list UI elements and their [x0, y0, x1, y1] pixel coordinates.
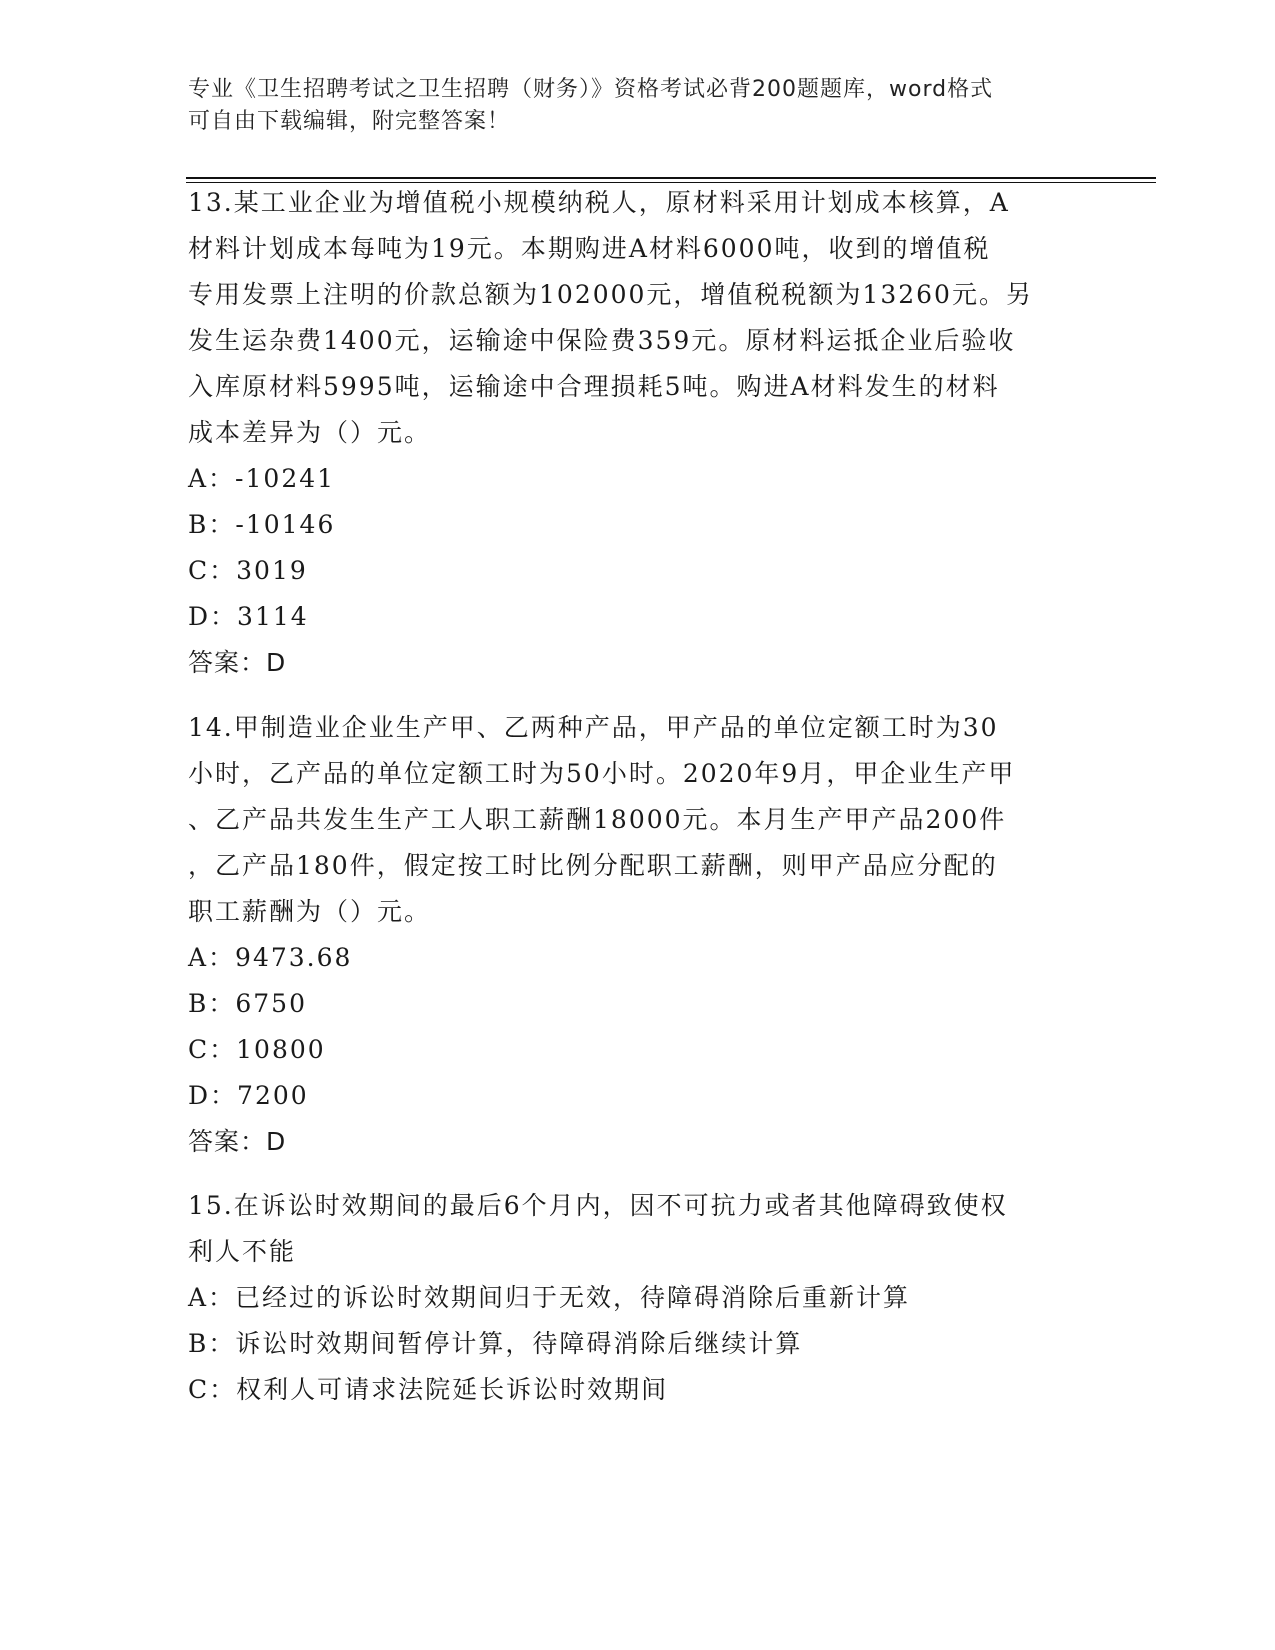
question-text-line: 专用发票上注明的价款总额为102000元，增值税税额为13260元。另	[188, 280, 1033, 309]
answer-label: 答案：D	[188, 1127, 287, 1156]
question-text-line: 14.甲制造业企业生产甲、乙两种产品，甲产品的单位定额工时为30	[188, 713, 999, 742]
question-15	[188, 1183, 1088, 1413]
question-text-line: 材料计划成本每吨为19元。本期购进A材料6000吨，收到的增值税	[188, 234, 991, 263]
header-title-line-2: 可自由下载编辑，附完整答案！	[188, 109, 511, 134]
option-b: B：-10146	[188, 510, 336, 539]
question-text-line: 职工薪酬为（）元。	[188, 897, 432, 926]
question-text-line: 小时，乙产品的单位定额工时为50小时。2020年9月，甲企业生产甲	[188, 759, 1016, 788]
option-c: C：权利人可请求法院延长诉讼时效期间	[188, 1375, 669, 1404]
question-text-line: 13.某工业企业为增值税小规模纳税人，原材料采用计划成本核算，A	[188, 188, 1010, 217]
question-text-line: 发生运杂费1400元，运输途中保险费359元。原材料运抵企业后验收	[188, 326, 1016, 355]
question-text-line: 成本差异为（）元。	[188, 418, 432, 447]
question-text-line: 利人不能	[188, 1237, 297, 1266]
option-a: A：-10241	[188, 464, 336, 493]
option-b: B：诉讼时效期间暂停计算，待障碍消除后继续计算	[188, 1329, 803, 1358]
question-13	[188, 180, 1088, 686]
answer-label: 答案：D	[188, 648, 287, 677]
question-text-line: 入库原材料5995吨，运输途中合理损耗5吨。购进A材料发生的材料	[188, 372, 1000, 401]
question-text-line: 、乙产品共发生生产工人职工薪酬18000元。本月生产甲产品200件	[188, 805, 1007, 834]
question-text-line: ，乙产品180件，假定按工时比例分配职工薪酬，则甲产品应分配的	[188, 851, 998, 880]
option-c: C：3019	[188, 556, 308, 585]
header-title-line-1: 专业《卫生招聘考试之卫生招聘（财务）》资格考试必背200题题库，word格式	[188, 77, 994, 102]
question-14	[188, 705, 1088, 1165]
header-divider-thick	[186, 177, 1156, 179]
option-d: D：3114	[188, 602, 309, 631]
option-a: A：9473.68	[188, 943, 353, 972]
option-d: D：7200	[188, 1081, 309, 1110]
option-b: B：6750	[188, 989, 307, 1018]
question-text-line: 15.在诉讼时效期间的最后6个月内，因不可抗力或者其他障碍致使权	[188, 1191, 1008, 1220]
option-a: A：已经过的诉讼时效期间归于无效，待障碍消除后重新计算	[188, 1283, 911, 1312]
option-c: C：10800	[188, 1035, 326, 1064]
document-header	[188, 74, 1088, 138]
